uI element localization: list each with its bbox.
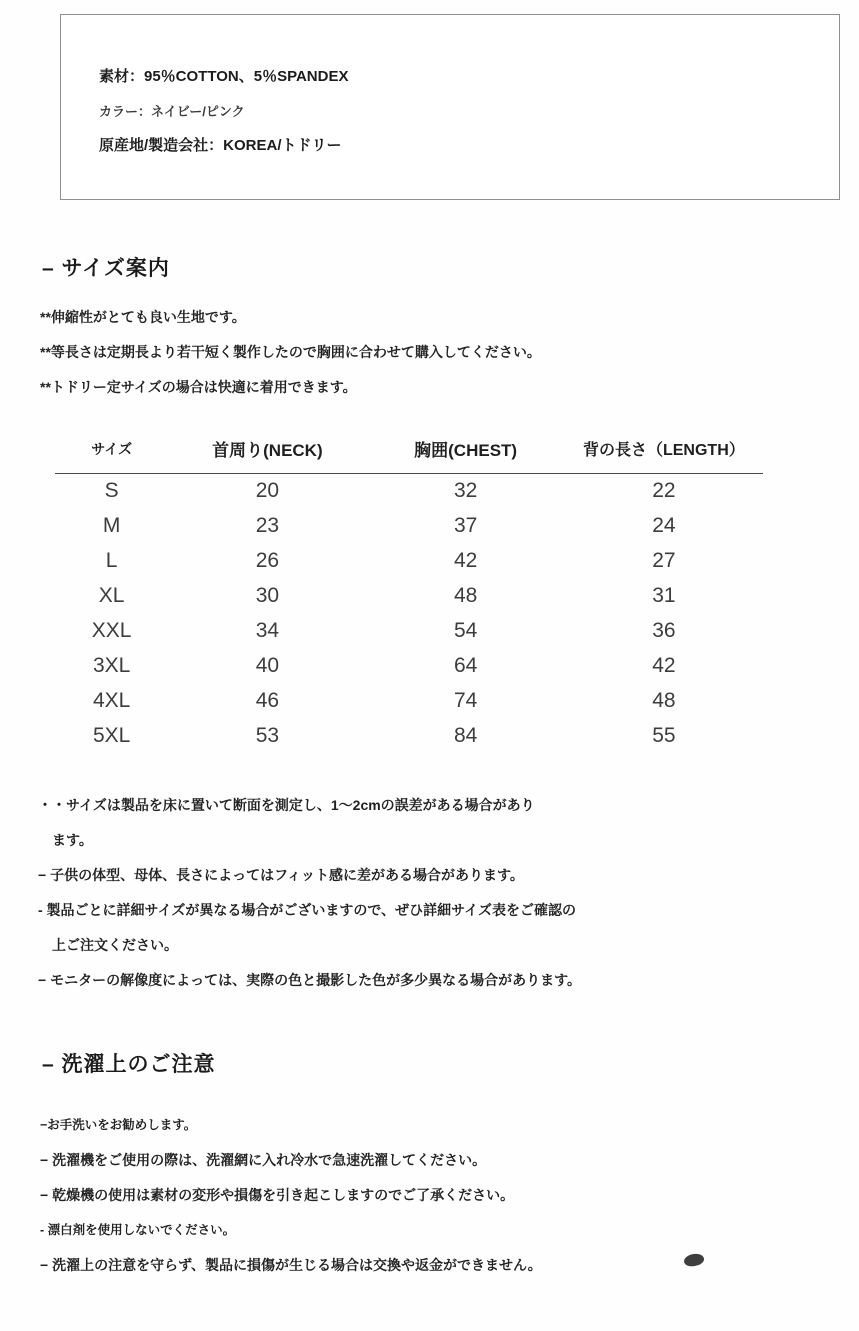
- disclaimer-line: ・・サイズは製品を床に置いて断面を測定し、1～2cmの誤差がある場合があり: [38, 797, 535, 813]
- size-table-header-length: 背の長さ（LENGTH）: [565, 430, 763, 474]
- size-table-header-chest: 胸囲(CHEST): [367, 430, 565, 474]
- origin-text: 原産地/製造会社：KOREA/トドリー: [99, 137, 342, 154]
- wash-note-line: −お手洗いをお勧めします。: [40, 1118, 197, 1132]
- size-table-header-size: サイズ: [55, 430, 168, 474]
- chest-cell: 42: [453, 549, 478, 572]
- neck-cell: 40: [255, 654, 280, 677]
- length-cell: 22: [652, 479, 676, 503]
- wash-note-line: − 洗濯上の注意を守らず、製品に損傷が生じる場合は交換や返金ができません。: [40, 1257, 542, 1273]
- disclaimer-line: ます。: [38, 832, 93, 848]
- size-cell: XXL: [91, 619, 132, 642]
- size-table-row: [55, 474, 763, 509]
- size-table-header-row: [55, 430, 763, 474]
- ink-smudge: [683, 1252, 705, 1268]
- neck-cell: 34: [255, 619, 280, 642]
- chest-cell: 84: [453, 724, 478, 747]
- length-cell: 31: [652, 584, 676, 607]
- length-cell: 42: [652, 654, 676, 677]
- size-cell: XL: [98, 584, 125, 607]
- disclaimer-line: 上ご注文ください。: [38, 937, 178, 953]
- length-cell: 55: [652, 724, 676, 747]
- length-cell: 27: [652, 549, 676, 572]
- neck-cell: 46: [255, 689, 280, 712]
- chest-cell: 32: [453, 479, 478, 503]
- neck-cell: 26: [255, 549, 280, 572]
- size-table: [55, 430, 763, 754]
- neck-cell: 53: [255, 724, 280, 747]
- length-cell: 36: [652, 619, 676, 642]
- chest-cell: 54: [453, 619, 478, 642]
- size-table-header-neck: 首周り(NECK): [168, 430, 366, 474]
- material-text: 素材：95％COTTON、5％SPANDEX: [99, 68, 349, 85]
- neck-cell: 23: [255, 514, 280, 537]
- size-table-row: [55, 649, 763, 684]
- chest-cell: 37: [453, 514, 478, 537]
- product-info-box: [60, 14, 840, 200]
- size-table-row: [55, 509, 763, 544]
- color-text: カラー：ネイビー/ピンク: [99, 104, 245, 119]
- wash-note-line: - 漂白剤を使用しないでください。: [40, 1223, 236, 1237]
- length-cell: 24: [652, 514, 676, 537]
- size-note-line: **トドリー定サイズの場合は快適に着用できます。: [40, 379, 357, 395]
- size-section-title: – サイズ案内: [42, 257, 170, 280]
- size-cell: 5XL: [92, 724, 131, 747]
- size-note-line: **等長さは定期長より若干短く製作したので胸囲に合わせて購入してください。: [40, 344, 541, 360]
- neck-cell: 30: [255, 584, 280, 607]
- disclaimer-line: - 製品ごとに詳細サイズが異なる場合がございますので、ぜひ詳細サイズ表をご確認の: [38, 902, 577, 918]
- size-note-line: **伸縮性がとても良い生地です。: [40, 309, 246, 325]
- size-cell: M: [102, 514, 121, 537]
- wash-note-line: − 洗濯機をご使用の際は、洗濯網に入れ冷水で急速洗濯してください。: [40, 1152, 487, 1168]
- chest-cell: 48: [453, 584, 478, 607]
- length-cell: 48: [652, 689, 676, 712]
- size-table-row: [55, 579, 763, 614]
- size-table-row: [55, 684, 763, 719]
- wash-section-title: – 洗濯上のご注意: [42, 1053, 216, 1076]
- size-disclaimers: [38, 788, 581, 998]
- size-table-row: [55, 614, 763, 649]
- size-cell: L: [105, 549, 118, 572]
- disclaimer-line: − 子供の体型、母体、長さによってはフィット感に差がある場合があります。: [38, 867, 524, 883]
- chest-cell: 74: [453, 689, 478, 712]
- wash-note-line: − 乾燥機の使用は素材の変形や損傷を引き起こしますのでご了承ください。: [40, 1187, 515, 1203]
- size-cell: 3XL: [92, 654, 131, 677]
- size-table-row: [55, 719, 763, 754]
- chest-cell: 64: [453, 654, 478, 677]
- wash-notes: [40, 1108, 542, 1283]
- disclaimer-line: − モニターの解像度によっては、実際の色と撮影した色が多少異なる場合があります。: [38, 972, 581, 988]
- size-cell: S: [104, 479, 119, 503]
- size-notes: [40, 300, 541, 405]
- size-table-row: [55, 544, 763, 579]
- size-cell: 4XL: [92, 689, 131, 712]
- neck-cell: 20: [255, 479, 280, 503]
